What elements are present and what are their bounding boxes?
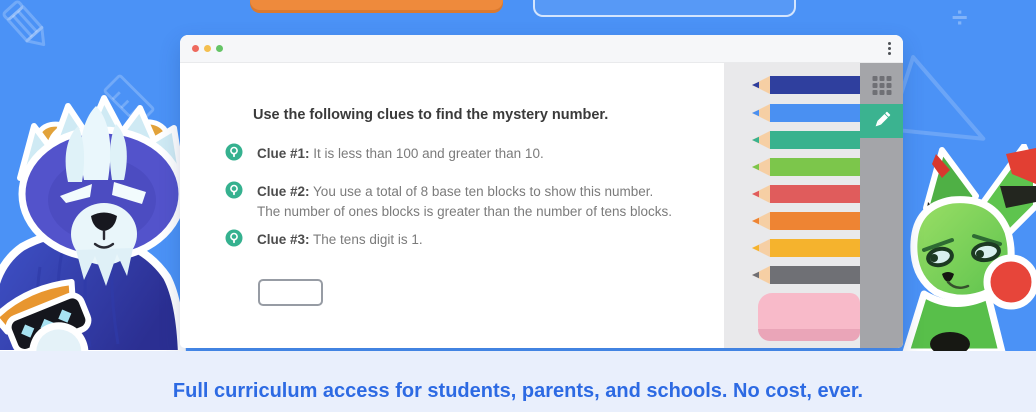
browser-titlebar [180, 35, 903, 63]
clue-label: Clue #1: [257, 146, 310, 161]
green-pet-mascot [890, 144, 1036, 352]
clue-row-3 [257, 230, 423, 250]
pencil-tool-button[interactable] [860, 104, 903, 138]
worksheet [180, 63, 724, 348]
pencil-icon [872, 110, 892, 133]
pencil-amber[interactable] [752, 239, 860, 257]
minimize-dot-icon[interactable] [204, 45, 211, 52]
answer-input[interactable] [258, 279, 323, 306]
eraser-edge [758, 329, 860, 341]
divide-sign-icon: ÷ [952, 2, 968, 33]
traffic-lights [192, 45, 223, 52]
grid-icon[interactable] [872, 76, 891, 95]
browser-content [180, 63, 903, 348]
blue-bear-mascot [0, 92, 192, 354]
clue-row-2 [257, 182, 672, 222]
browser-window [180, 35, 903, 348]
clue-text: You use a total of 8 base ten blocks to show this number. [313, 184, 654, 199]
secondary-cta-button[interactable] [533, 0, 796, 17]
tool-sidebar [860, 63, 903, 348]
clue-row-1 [257, 144, 544, 164]
lightbulb-icon [225, 229, 243, 253]
lightbulb-icon [225, 181, 243, 205]
pencil-blue[interactable] [752, 104, 860, 122]
kebab-menu-icon[interactable] [888, 42, 891, 55]
close-dot-icon[interactable] [192, 45, 199, 52]
pencil-navy[interactable] [752, 76, 860, 94]
pencil-green[interactable] [752, 158, 860, 176]
eraser[interactable] [758, 293, 860, 341]
pencil-red[interactable] [752, 185, 860, 203]
pencil-gray[interactable] [752, 266, 860, 284]
maximize-dot-icon[interactable] [216, 45, 223, 52]
bottom-banner [0, 351, 1036, 412]
lightbulb-icon [225, 143, 243, 167]
clue-text: It is less than 100 and greater than 10. [313, 146, 544, 161]
primary-cta-button[interactable] [250, 0, 503, 13]
clue-text: The tens digit is 1. [313, 232, 423, 247]
worksheet-title: Use the following clues to find the mystery number. [253, 107, 609, 123]
banner-text: Full curriculum access for students, parents, and schools. No cost, ever. [172, 380, 864, 402]
pencil-doodle-icon [0, 0, 58, 58]
pencil-tray [724, 63, 860, 348]
pencil-teal[interactable] [752, 131, 860, 149]
clue-label: Clue #3: [257, 232, 310, 247]
pencil-orange[interactable] [752, 212, 860, 230]
clue-text-line2: The number of ones blocks is greater than the number of tens blocks. [257, 204, 672, 219]
clue-label: Clue #2: [257, 184, 310, 199]
